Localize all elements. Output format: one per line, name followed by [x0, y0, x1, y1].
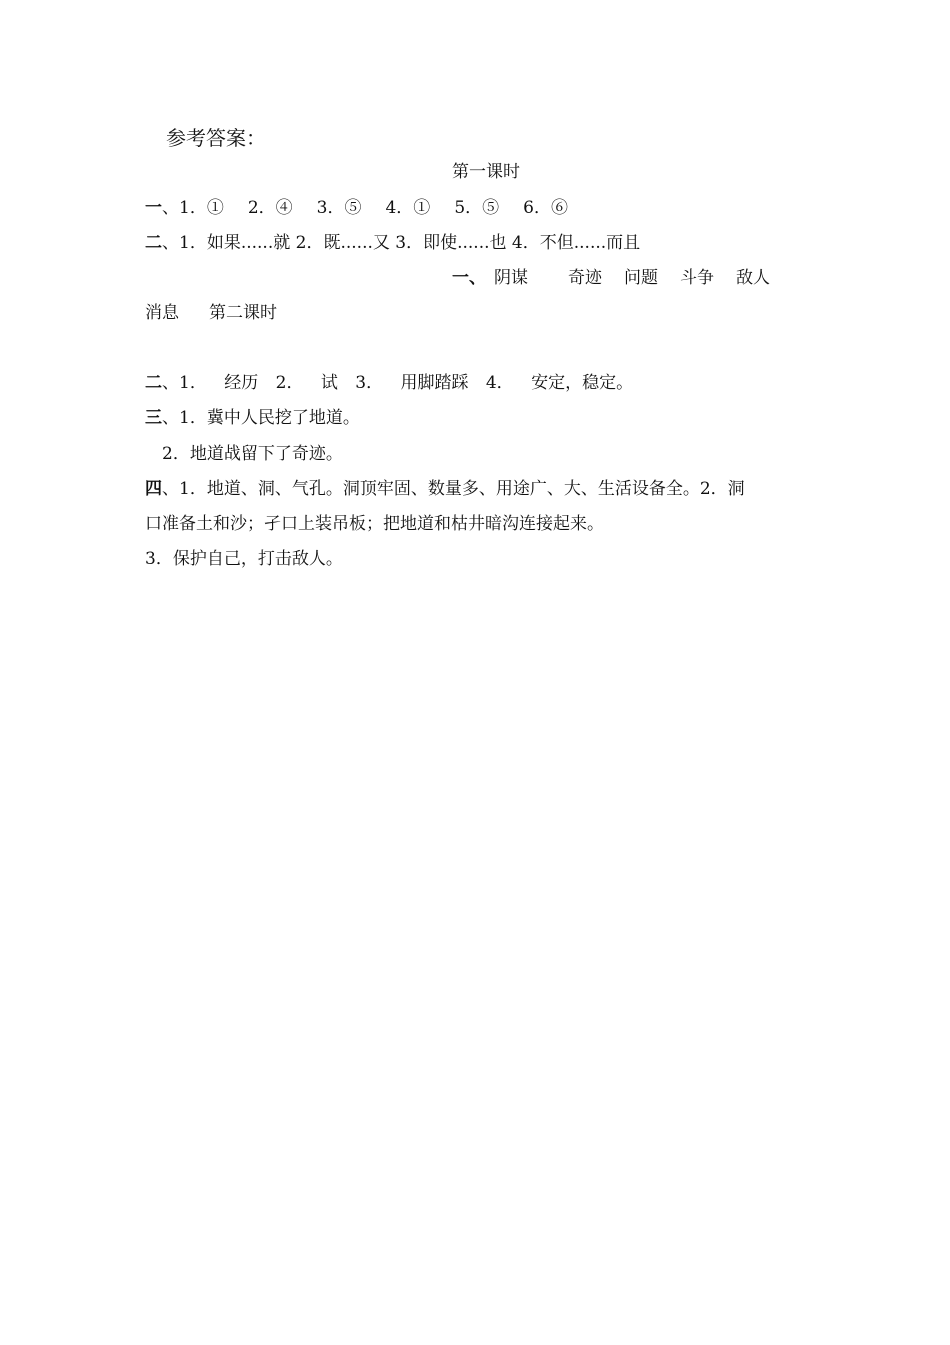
answer-item: 6．⑥ — [523, 198, 568, 218]
answer-item: 斗争 — [680, 268, 714, 288]
answer-item: 敌人 — [736, 268, 770, 288]
lesson2-question-1-continuation — [145, 303, 277, 323]
answer-text: 1． 经历 2． 试 3． 用脚踏踩 4． 安定，稳定。 — [179, 373, 634, 393]
answer-item: 问题 — [624, 268, 658, 288]
lesson2-question-4 — [145, 479, 745, 499]
lesson1-question-2 — [145, 233, 640, 253]
answer-item: 消息 — [145, 303, 179, 323]
lesson2-title: 第二课时 — [209, 303, 277, 323]
question-number: 四 — [145, 479, 162, 499]
answer-item: 2．④ — [247, 198, 293, 218]
lesson2-question-4-line-3: 3．保护自己，打击敌人。 — [145, 549, 343, 569]
answer-item: 5．⑤ — [454, 198, 500, 218]
answer-text: 1．冀中人民挖了地道。 — [179, 408, 360, 428]
answer-item: 阴谋 — [494, 268, 528, 288]
lesson2-question-3-line-2: 2．地道战留下了奇迹。 — [162, 444, 343, 464]
answer-item: 奇迹 — [568, 268, 602, 288]
question-separator: 、 — [162, 373, 179, 393]
answer-heading: 参考答案： — [166, 126, 266, 150]
lesson1-question-1 — [145, 198, 568, 218]
question-separator: 、 — [162, 408, 179, 428]
question-separator: 、 — [162, 198, 179, 218]
lesson1-title: 第一课时 — [452, 162, 520, 182]
answer-text: 1．地道、洞、气孔。洞顶牢固、数量多、用途广、大、生活设备全。2．洞 — [179, 479, 745, 499]
answer-item: 1．① — [179, 198, 224, 218]
question-separator: 、 — [469, 268, 486, 288]
question-number: 一 — [145, 198, 162, 218]
lesson2-question-2 — [145, 373, 633, 393]
answer-item: 3．⑤ — [316, 198, 362, 218]
answer-text: 1．如果......就 2．既......又 3．即使......也 4．不但......而且 — [179, 233, 641, 253]
question-number: 一 — [452, 268, 469, 288]
question-separator: 、 — [162, 479, 179, 499]
question-number: 二 — [145, 233, 162, 253]
question-separator: 、 — [162, 233, 179, 253]
lesson2-question-3 — [145, 408, 360, 428]
lesson2-question-1 — [452, 268, 770, 288]
question-number: 三 — [145, 408, 162, 428]
answer-item: 4．① — [385, 198, 431, 218]
question-number: 二 — [145, 373, 162, 393]
lesson2-question-4-line-2: 口准备土和沙；孑口上装吊板；把地道和枯井暗沟连接起来。 — [145, 514, 604, 534]
